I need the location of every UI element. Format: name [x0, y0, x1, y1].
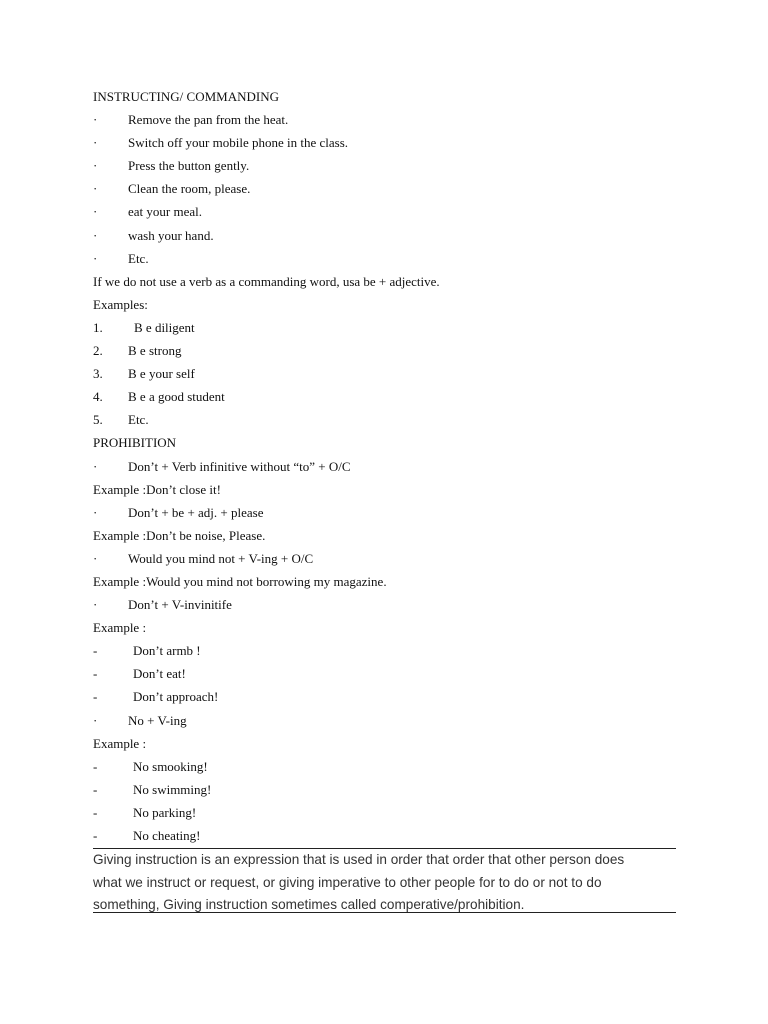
- text-line: [93, 431, 676, 454]
- bullet-marker: ·: [93, 158, 98, 174]
- summary-box: [93, 848, 676, 913]
- item-text: eat your meal.: [128, 204, 202, 220]
- line-text: Example :Don’t be noise, Please.: [93, 527, 266, 543]
- document-body: [93, 85, 676, 847]
- text-line: [93, 524, 676, 547]
- dash-marker: -: [93, 781, 98, 797]
- number-marker: 5.: [93, 412, 103, 428]
- bullet-item: [93, 154, 676, 177]
- dash-marker: -: [93, 666, 98, 682]
- dash-item: [93, 662, 676, 685]
- item-text: B e a good student: [128, 389, 225, 405]
- item-text: Press the button gently.: [128, 158, 250, 174]
- item-text: wash your hand.: [128, 227, 214, 243]
- item-text: Clean the room, please.: [128, 181, 251, 197]
- bullet-item: [93, 593, 676, 616]
- text-line: [93, 270, 676, 293]
- line-text: If we do not use a verb as a commanding word, usa be + adjective.: [93, 273, 440, 289]
- bullet-item: [93, 501, 676, 524]
- item-text: No + V-ing: [128, 712, 187, 728]
- bullet-item: [93, 131, 676, 154]
- number-marker: 2.: [93, 343, 103, 359]
- number-marker: 1.: [93, 319, 103, 335]
- bullet-item: [93, 547, 676, 570]
- item-text: Don’t + V-invinitife: [128, 597, 232, 613]
- line-text: Example :: [93, 735, 147, 751]
- line-text: PROHIBITION: [93, 435, 177, 451]
- item-text: Don’t + be + adj. + please: [128, 504, 264, 520]
- dash-marker: -: [93, 758, 98, 774]
- item-text: Remove the pan from the heat.: [128, 112, 289, 128]
- line-text: Examples:: [93, 296, 148, 312]
- bullet-item: [93, 177, 676, 200]
- numbered-item: [93, 362, 676, 385]
- item-text: B e diligent: [134, 319, 195, 335]
- item-text: Don’t eat!: [133, 666, 186, 682]
- bullet-marker: ·: [93, 550, 98, 566]
- bullet-marker: ·: [93, 181, 98, 197]
- line-text: INSTRUCTING/ COMMANDING: [93, 89, 279, 104]
- item-text: B e strong: [128, 343, 182, 359]
- number-marker: 4.: [93, 389, 103, 405]
- bullet-item: [93, 247, 676, 270]
- bullet-item: [93, 224, 676, 247]
- numbered-item: [93, 339, 676, 362]
- numbered-item: [93, 408, 676, 431]
- item-text: No cheating!: [133, 828, 201, 843]
- dash-item: [93, 685, 676, 708]
- bullet-item: [93, 200, 676, 223]
- bullet-marker: ·: [93, 112, 98, 128]
- summary-line: Giving instruction is an expression that is used in order that order that other person does: [93, 852, 625, 867]
- item-text: B e your self: [128, 366, 195, 382]
- item-text: No smooking!: [133, 758, 208, 774]
- bullet-marker: ·: [93, 250, 98, 266]
- bullet-marker: ·: [93, 504, 98, 520]
- bullet-item: [93, 108, 676, 131]
- item-text: Switch off your mobile phone in the class.: [128, 135, 349, 151]
- numbered-item: [93, 385, 676, 408]
- dash-marker: -: [93, 828, 98, 843]
- summary-line: what we instruct or request, or giving imperative to other people for to do or not to do: [93, 874, 602, 890]
- bullet-marker: ·: [93, 712, 98, 728]
- bullet-marker: ·: [93, 458, 98, 474]
- item-text: No swimming!: [133, 781, 212, 797]
- dash-item: [93, 778, 676, 801]
- line-text: Example :Would you mind not borrowing my magazine.: [93, 573, 387, 589]
- dash-item: [93, 801, 676, 824]
- item-text: Don’t + Verb infinitive without “to” + O/C: [128, 458, 351, 474]
- dash-marker: -: [93, 689, 98, 705]
- dash-marker: -: [93, 643, 98, 659]
- text-line: [93, 616, 676, 639]
- item-text: Would you mind not + V-ing + O/C: [128, 550, 314, 566]
- item-text: Etc.: [128, 412, 149, 428]
- text-line: [93, 732, 676, 755]
- bullet-marker: ·: [93, 204, 98, 220]
- dash-item: [93, 824, 676, 847]
- summary-line: something, Giving instruction sometimes called comperative/prohibition.: [93, 897, 525, 913]
- text-line: [93, 293, 676, 316]
- item-text: Don’t armb !: [133, 643, 201, 659]
- dash-item: [93, 639, 676, 662]
- bullet-item: [93, 455, 676, 478]
- item-text: Etc.: [128, 250, 149, 266]
- line-text: Example :: [93, 620, 147, 636]
- text-line: [93, 478, 676, 501]
- dash-item: [93, 755, 676, 778]
- item-text: Don’t approach!: [133, 689, 219, 705]
- bullet-item: [93, 709, 676, 732]
- number-marker: 3.: [93, 366, 103, 382]
- bullet-marker: ·: [93, 597, 98, 613]
- dash-marker: -: [93, 804, 98, 820]
- text-line: [93, 85, 676, 108]
- text-line: [93, 570, 676, 593]
- bullet-marker: ·: [93, 227, 98, 243]
- bullet-marker: ·: [93, 135, 98, 151]
- numbered-item: [93, 316, 676, 339]
- item-text: No parking!: [133, 804, 197, 820]
- line-text: Example :Don’t close it!: [93, 481, 221, 497]
